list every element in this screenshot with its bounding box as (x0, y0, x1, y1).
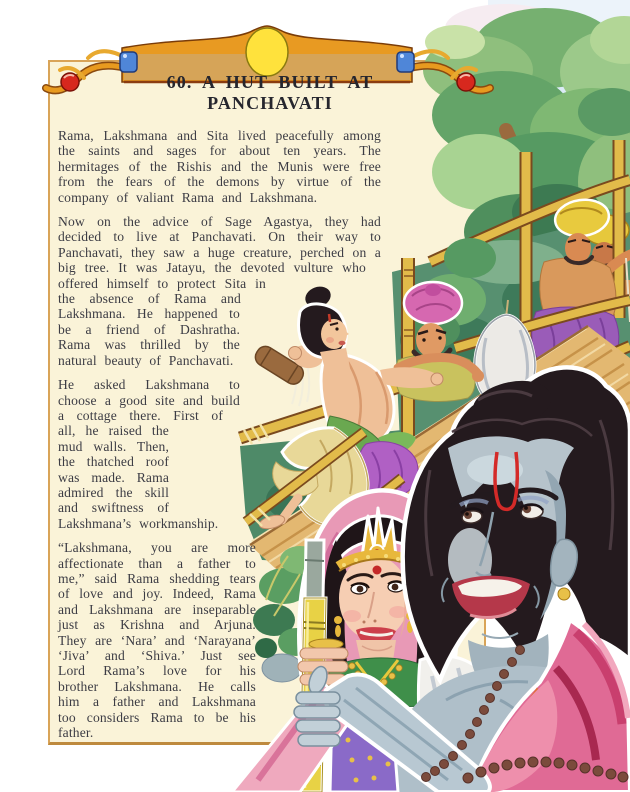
story-text (58, 128, 478, 747)
text-wrap-spacer (381, 250, 478, 265)
text-wrap-spacer (266, 281, 478, 296)
banner-gem-blue-left (120, 52, 137, 72)
story-paragraph-4: “Lakshmana, you are more affectionate than a father to me,” said Rama shedding tears of love and joy. Indeed, Rama and Lakshmana are inseparable just as Krishna and Arjuna. They are ‘Nara’ and ‘Narayana’ ‘Jiva’ and ‘Shiva.’ Just see Lord Rama’s love for his brother Lakshmana. He calls him a father and Lakshmana too considers Rama to be his father. (58, 540, 256, 741)
text-wrap-spacer (169, 429, 478, 506)
text-wrap-spacer (241, 296, 478, 312)
banner-sun-circle (246, 28, 288, 76)
banner-gem-blue-right (397, 52, 414, 72)
text-wrap-spacer (240, 312, 478, 414)
text-wrap-spacer (256, 506, 478, 747)
text-wrap-spacer (223, 414, 478, 429)
page-title: 60. A HUT BUILT AT PANCHAVATI (166, 72, 374, 113)
story-paragraph-3: He asked Lakshmana to choose a good site and build a cottage there. First of all, he raised the mud walls. Then, the thatched roof was made. Rama admired the skill and swiftness of Lakshmana’s workmanship. (58, 377, 240, 531)
story-paragraph-1: Rama, Lakshmana and Sita lived peacefully among the saints and sages for about ten years. The hermitages of the Rishis and the Munis were free from the fears of the demons by virtue of the company of valiant Rama and Lakshmana. (58, 128, 381, 205)
text-wrap-spacer (366, 265, 478, 281)
banner-flourish-left (46, 51, 126, 91)
banner-flourish-right (410, 51, 490, 91)
story-paragraph-2: Now on the advice of Sage Agastya, they had decided to live at Panchavati. On their way to Panchavati, they saw a huge creature, perched on a big tree. It was Jatayu, the devoted vulture who offered himself to protect Sita in the absence of Rama and Lakshmana. He happened to be a friend of Dashratha. Rama was thrilled by the natural beauty of Panchavati. (58, 214, 381, 368)
